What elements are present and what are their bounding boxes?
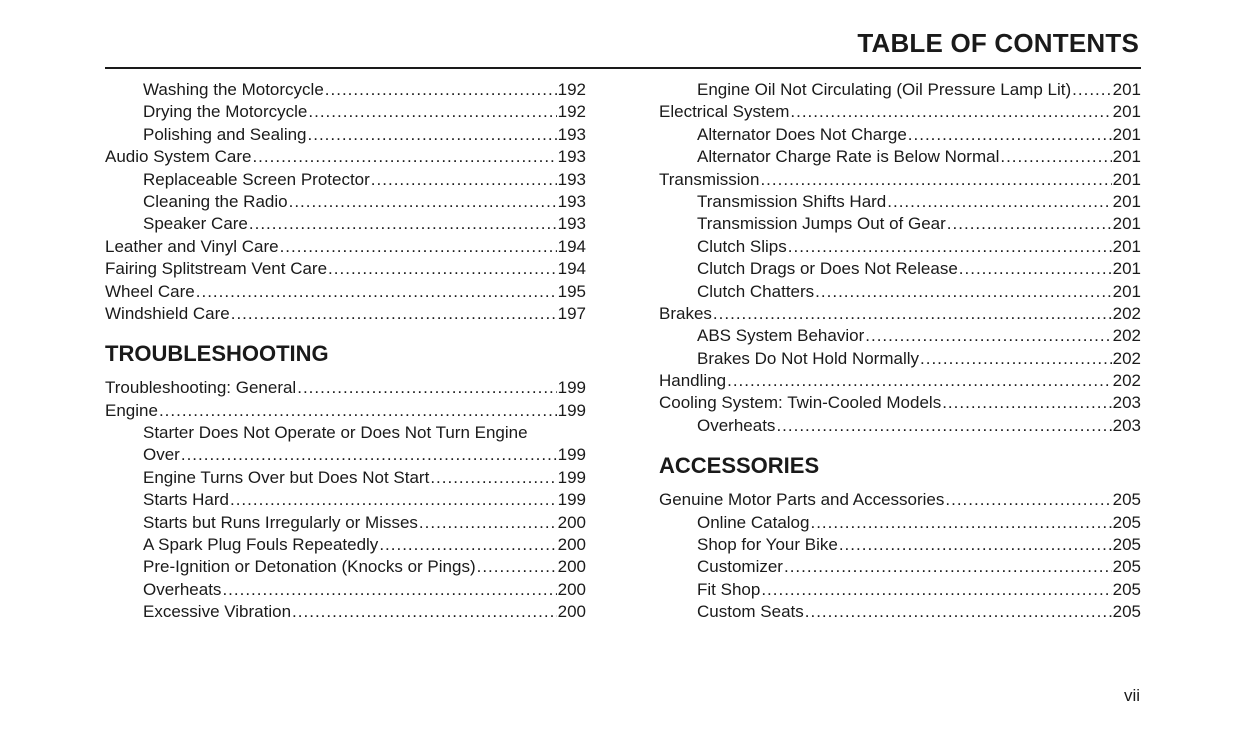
- toc-entry[interactable]: [659, 213, 1141, 235]
- toc-entry-page: 193: [557, 191, 586, 211]
- dot-leader: [181, 444, 557, 466]
- dot-leader: [920, 348, 1112, 370]
- dot-leader: [325, 79, 557, 101]
- toc-entry-page: 202: [1112, 326, 1141, 346]
- toc-entry[interactable]: [105, 556, 586, 578]
- dot-leader: [280, 236, 557, 258]
- toc-entry-label: Customizer: [697, 557, 783, 577]
- toc-entry-label: Leather and Vinyl Care: [105, 236, 279, 256]
- toc-entry-label: A Spark Plug Fouls Repeatedly: [143, 535, 379, 555]
- toc-entry[interactable]: [659, 146, 1141, 168]
- toc-entry[interactable]: [105, 124, 586, 146]
- toc-entry-page: 201: [1112, 191, 1141, 211]
- toc-entry-label: Replaceable Screen Protector: [143, 169, 370, 189]
- toc-entry-label: Engine: [105, 400, 158, 420]
- dot-leader: [959, 258, 1112, 280]
- dot-leader: [942, 392, 1111, 414]
- toc-entry[interactable]: [659, 534, 1141, 556]
- toc-entry-page: 200: [557, 557, 586, 577]
- toc-entry[interactable]: [659, 556, 1141, 578]
- dot-leader: [230, 489, 557, 511]
- toc-entry[interactable]: [105, 191, 586, 213]
- toc-entry-label: Drying the Motorcycle: [143, 102, 308, 122]
- toc-entry-label: Clutch Drags or Does Not Release: [697, 259, 958, 279]
- toc-entry[interactable]: [659, 579, 1141, 601]
- toc-entry-page: 205: [1112, 602, 1141, 622]
- dot-leader: [292, 601, 557, 623]
- toc-entry[interactable]: [105, 169, 586, 191]
- page-number: vii: [1123, 686, 1140, 705]
- section-heading-troubleshooting: TROUBLESHOOTING: [105, 341, 329, 367]
- toc-entry-label: Overheats: [697, 415, 776, 435]
- toc-entry-label: Engine Turns Over but Does Not Start: [143, 467, 430, 487]
- toc-entry[interactable]: [659, 258, 1141, 280]
- toc-entry-label: Fairing Splitstream Vent Care: [105, 259, 328, 279]
- toc-entry-label: Wheel Care: [105, 281, 195, 301]
- dot-leader: [159, 400, 557, 422]
- toc-right-column: [659, 79, 1141, 624]
- toc-entry[interactable]: [105, 422, 586, 444]
- dot-leader: [252, 146, 556, 168]
- dot-leader: [1000, 146, 1111, 168]
- toc-entry[interactable]: [659, 370, 1141, 392]
- dot-leader: [788, 236, 1112, 258]
- toc-entry-label: Starter Does Not Operate or Does Not Turn Engine: [143, 423, 528, 443]
- toc-entry-label: Genuine Motor Parts and Accessories: [659, 490, 945, 510]
- toc-entry-page: 201: [1112, 102, 1141, 122]
- toc-entry[interactable]: [659, 392, 1141, 414]
- dot-leader: [784, 556, 1112, 578]
- dot-leader: [371, 169, 557, 191]
- dot-leader: [805, 601, 1112, 623]
- toc-entry[interactable]: [105, 101, 586, 123]
- toc-entry[interactable]: [105, 281, 586, 303]
- toc-entry[interactable]: [659, 101, 1141, 123]
- toc-entry-page: 205: [1112, 512, 1141, 532]
- toc-entry-page: 205: [1112, 490, 1141, 510]
- toc-entry-page: 201: [1112, 147, 1141, 167]
- dot-leader: [430, 467, 556, 489]
- toc-entry-label: Audio System Care: [105, 147, 252, 167]
- toc-entry-label: Starts but Runs Irregularly or Misses: [143, 512, 418, 532]
- toc-entry-label: Brakes Do Not Hold Normally: [697, 348, 920, 368]
- toc-entry-label: Overheats: [143, 579, 222, 599]
- toc-list: [659, 489, 1141, 623]
- toc-entry-page: 194: [557, 259, 586, 279]
- toc-entry-label: Over: [143, 445, 180, 465]
- toc-entry-label: Brakes: [659, 303, 712, 323]
- toc-entry-page: 202: [1112, 303, 1141, 323]
- toc-entry-page: 193: [557, 169, 586, 189]
- toc-entry[interactable]: [659, 303, 1141, 325]
- toc-entry[interactable]: [105, 258, 586, 280]
- toc-entry-page: 201: [1112, 80, 1141, 99]
- dot-leader: [810, 512, 1111, 534]
- toc-entry-label: Pre-Ignition or Detonation (Knocks or Pings): [143, 557, 476, 577]
- toc-entry-page: 199: [557, 445, 586, 465]
- toc-entry-page: 201: [1112, 169, 1141, 189]
- toc-entry-page: 202: [1112, 371, 1141, 391]
- dot-leader: [947, 213, 1112, 235]
- toc-list: [105, 79, 586, 325]
- toc-entry-label: Custom Seats: [697, 602, 804, 622]
- toc-entry-label: Starts Hard: [143, 490, 229, 510]
- toc-entry-label: Online Catalog: [697, 512, 810, 532]
- toc-entry-label: Excessive Vibration: [143, 602, 292, 622]
- dot-leader: [865, 325, 1111, 347]
- dot-leader: [231, 303, 557, 325]
- toc-entry-page: 193: [557, 214, 586, 234]
- toc-entry-page: 195: [557, 281, 586, 301]
- toc-entry[interactable]: [105, 444, 586, 466]
- toc-entry[interactable]: [105, 512, 586, 534]
- toc-entry-page: 205: [1112, 535, 1141, 555]
- toc-entry[interactable]: [105, 79, 586, 101]
- toc-entry-page: 201: [1112, 259, 1141, 279]
- toc-entry-label: Transmission: [659, 169, 760, 189]
- dot-leader: [727, 370, 1112, 392]
- toc-entry-label: Engine Oil Not Circulating (Oil Pressure Lamp Lit): [697, 80, 1072, 99]
- toc-entry-label: Cleaning the Radio: [143, 191, 288, 211]
- toc-entry-label: Handling: [659, 371, 727, 391]
- toc-entry-page: 203: [1112, 415, 1141, 435]
- toc-entry-label: Polishing and Sealing: [143, 124, 307, 144]
- toc-entry-label: Alternator Charge Rate is Below Normal: [697, 147, 1000, 167]
- toc-entry-page: 200: [557, 602, 586, 622]
- toc-entry-page: 192: [557, 102, 586, 122]
- toc-entry-label: Shop for Your Bike: [697, 535, 838, 555]
- toc-entry[interactable]: [105, 146, 586, 168]
- toc-entry[interactable]: [105, 400, 586, 422]
- toc-entry-page: 192: [557, 80, 586, 99]
- title-divider: [105, 67, 1141, 69]
- toc-entry-page: 199: [557, 467, 586, 487]
- dot-leader: [289, 191, 557, 213]
- toc-entry[interactable]: [105, 579, 586, 601]
- toc-entry-page: 193: [557, 124, 586, 144]
- toc-left-column: [105, 79, 586, 624]
- toc-entry-label: Windshield Care: [105, 303, 230, 323]
- toc-entry[interactable]: [659, 512, 1141, 534]
- toc-entry[interactable]: [659, 348, 1141, 370]
- toc-entry-page: 200: [557, 512, 586, 532]
- dot-leader: [760, 169, 1111, 191]
- toc-entry[interactable]: [105, 377, 586, 399]
- toc-entry-label: Cooling System: Twin-Cooled Models: [659, 393, 942, 413]
- toc-entry[interactable]: [105, 236, 586, 258]
- toc-entry[interactable]: [105, 467, 586, 489]
- toc-entry-page: 201: [1112, 214, 1141, 234]
- dot-leader: [761, 579, 1111, 601]
- toc-entry[interactable]: [659, 281, 1141, 303]
- dot-leader: [713, 303, 1112, 325]
- toc-entry[interactable]: [105, 213, 586, 235]
- toc-entry[interactable]: [659, 489, 1141, 511]
- toc-entry-label: Troubleshooting: General: [105, 378, 297, 398]
- toc-entry-page: 200: [557, 535, 586, 555]
- toc-entry-page: 193: [557, 147, 586, 167]
- toc-entry[interactable]: [659, 191, 1141, 213]
- toc-entry-label: Alternator Does Not Charge: [697, 124, 907, 144]
- toc-entry[interactable]: [659, 79, 1141, 101]
- dot-leader: [419, 512, 557, 534]
- toc-entry-page: 201: [1112, 124, 1141, 144]
- toc-entry-label: Clutch Chatters: [697, 281, 815, 301]
- dot-leader: [887, 191, 1111, 213]
- dot-leader: [1072, 79, 1111, 101]
- toc-entry-page: 205: [1112, 557, 1141, 577]
- dot-leader: [776, 415, 1111, 437]
- section-heading-accessories: ACCESSORIES: [659, 453, 820, 479]
- toc-entry-page: 199: [557, 378, 586, 398]
- page-title: TABLE OF CONTENTS: [857, 28, 1139, 58]
- toc-entry[interactable]: [105, 489, 586, 511]
- toc-list: [105, 377, 586, 623]
- toc-entry[interactable]: [105, 601, 586, 623]
- toc-entry-page: 202: [1112, 348, 1141, 368]
- toc-entry[interactable]: [659, 415, 1141, 437]
- dot-leader: [379, 534, 556, 556]
- dot-leader: [297, 377, 556, 399]
- dot-leader: [308, 101, 556, 123]
- toc-entry-page: 203: [1112, 393, 1141, 413]
- dot-leader: [222, 579, 556, 601]
- toc-entry-page: 201: [1112, 236, 1141, 256]
- toc-entry-label: Washing the Motorcycle: [143, 80, 324, 99]
- toc-entry-label: Fit Shop: [697, 579, 761, 599]
- dot-leader: [908, 124, 1112, 146]
- toc-entry[interactable]: [659, 236, 1141, 258]
- toc-entry-label: Transmission Shifts Hard: [697, 191, 887, 211]
- dot-leader: [815, 281, 1111, 303]
- toc-entry-label: Electrical System: [659, 102, 790, 122]
- dot-leader: [790, 101, 1111, 123]
- toc-entry[interactable]: [105, 534, 586, 556]
- toc-entry-page: 201: [1112, 281, 1141, 301]
- toc-entry-page: 205: [1112, 579, 1141, 599]
- toc-entry[interactable]: [105, 303, 586, 325]
- toc-entry-label: Transmission Jumps Out of Gear: [697, 214, 946, 234]
- toc-entry-label: Speaker Care: [143, 214, 248, 234]
- dot-leader: [196, 281, 557, 303]
- toc-entry-page: 197: [557, 303, 586, 323]
- toc-entry-label: ABS System Behavior: [697, 326, 865, 346]
- toc-entry-page: 199: [557, 400, 586, 420]
- toc-entry[interactable]: [659, 601, 1141, 623]
- dot-leader: [328, 258, 557, 280]
- dot-leader: [308, 124, 557, 146]
- dot-leader: [477, 556, 557, 578]
- toc-entry-label: Clutch Slips: [697, 236, 787, 256]
- toc-entry-page: 200: [557, 579, 586, 599]
- dot-leader: [945, 489, 1111, 511]
- toc-entry-page: 199: [557, 490, 586, 510]
- toc-entry[interactable]: [659, 325, 1141, 347]
- toc-entry[interactable]: [659, 124, 1141, 146]
- toc-entry-page: 194: [557, 236, 586, 256]
- toc-list: [659, 79, 1141, 437]
- dot-leader: [249, 213, 557, 235]
- toc-entry[interactable]: [659, 169, 1141, 191]
- dot-leader: [839, 534, 1112, 556]
